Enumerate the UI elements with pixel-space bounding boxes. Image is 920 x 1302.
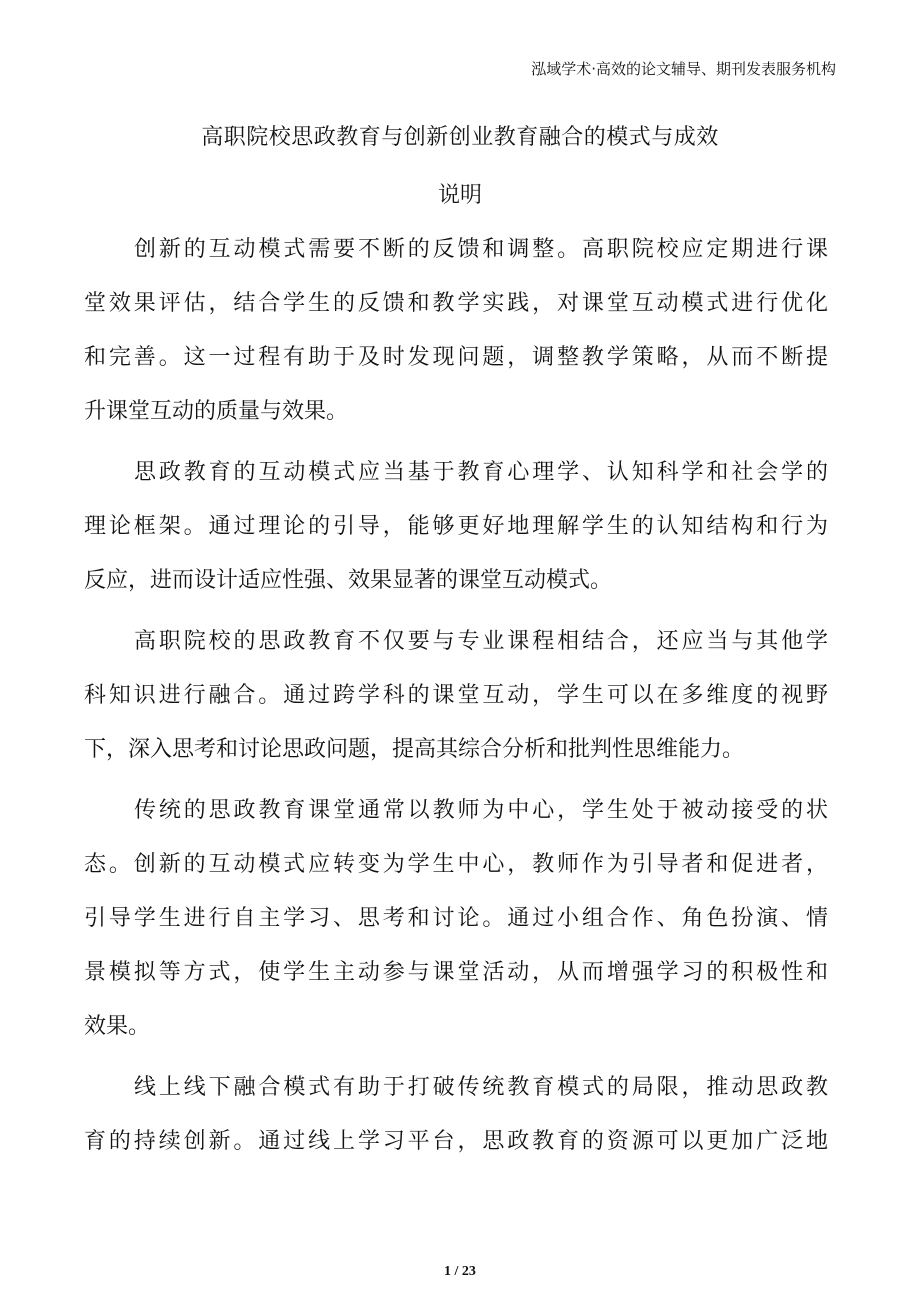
- text-line: 思政教育的互动模式应当基于教育心理学、认知科学和社会学的: [134, 460, 828, 485]
- text-line: 升课堂互动的质量与效果。: [84, 399, 349, 424]
- text-line: 下，深入思考和讨论思政问题，提高其综合分析和批判性思维能力。: [84, 737, 745, 762]
- text-line: 和完善。这一过程有助于及时发现问题，调整教学策略，从而不断提: [84, 345, 828, 370]
- text-line: 堂效果评估，结合学生的反馈和教学实践，对课堂互动模式进行优化: [84, 291, 828, 316]
- section-heading: 说明: [437, 183, 482, 208]
- text-line: 效果。: [84, 1014, 151, 1039]
- page-header: 泓域学术·高效的论文辅导、期刊发表服务机构: [531, 60, 836, 78]
- text-line: 景模拟等方式，使学生主动参与课堂活动，从而增强学习的积极性和: [84, 960, 828, 985]
- document-title: 高职院校思政教育与创新创业教育融合的模式与成效: [201, 125, 719, 150]
- text-line: 态。创新的互动模式应转变为学生中心，教师作为引导者和促进者，: [84, 852, 828, 877]
- text-line: 线上线下融合模式有助于打破传统教育模式的局限，推动思政教: [134, 1075, 828, 1100]
- text-line: 反应，进而设计适应性强、效果显著的课堂互动模式。: [84, 568, 613, 593]
- text-line: 传统的思政教育课堂通常以教师为中心，学生处于被动接受的状: [134, 798, 828, 823]
- text-line: 引导学生进行自主学习、思考和讨论。通过小组合作、角色扮演、情: [84, 906, 828, 931]
- text-line: 理论框架。通过理论的引导，能够更好地理解学生的认知结构和行为: [84, 514, 828, 539]
- text-line: 创新的互动模式需要不断的反馈和调整。高职院校应定期进行课: [134, 237, 828, 262]
- text-line: 高职院校的思政教育不仅要与专业课程相结合，还应当与其他学: [134, 629, 828, 654]
- text-line: 育的持续创新。通过线上学习平台，思政教育的资源可以更加广泛地: [84, 1129, 828, 1154]
- page-number: 1 / 23: [444, 1264, 476, 1279]
- text-line: 科知识进行融合。通过跨学科的课堂互动，学生可以在多维度的视野: [84, 683, 828, 708]
